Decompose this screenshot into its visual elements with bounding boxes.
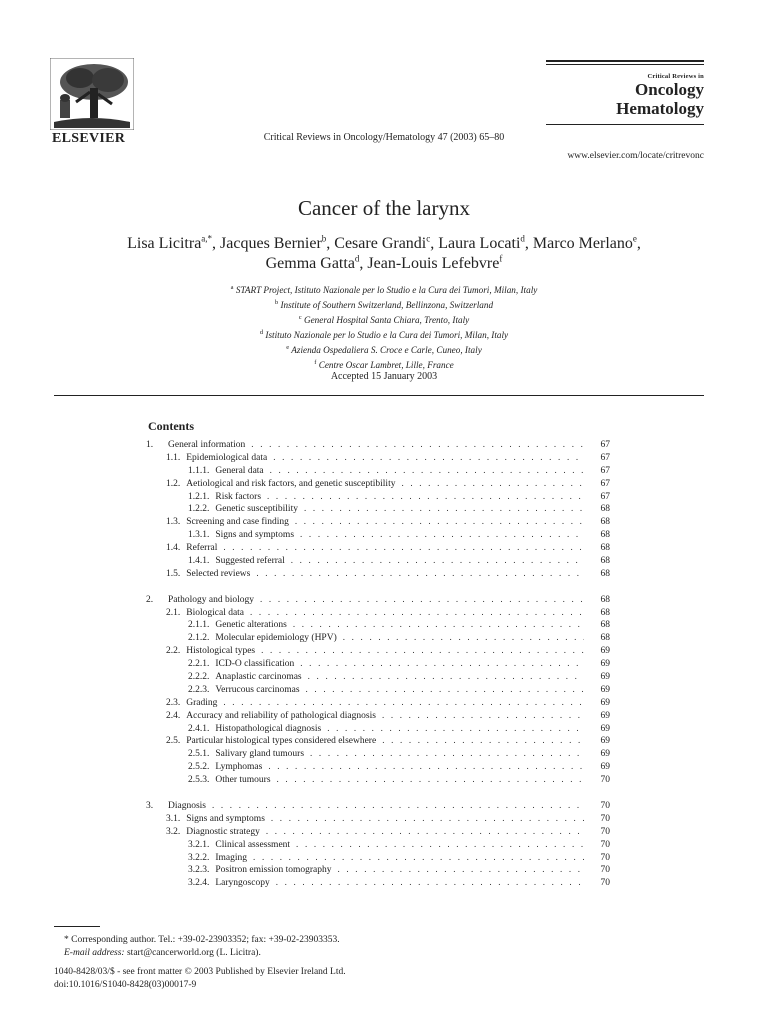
- toc-entry[interactable]: [146, 760, 610, 773]
- affiliation-marker: a: [230, 284, 234, 291]
- toc-leader-dots: [260, 593, 584, 606]
- toc-entry-number: 2.2.1.: [188, 659, 210, 670]
- affiliation-item: [0, 327, 768, 342]
- toc-leader-dots: [401, 477, 584, 490]
- toc-leader-dots: [343, 631, 584, 644]
- toc-entry-title: Suggested referral: [215, 556, 285, 567]
- toc-entry-page: 69: [600, 723, 610, 734]
- toc-entry-title: Lymphomas: [215, 762, 263, 773]
- affiliation-marker: c: [298, 313, 302, 321]
- email-label: E-mail address:: [64, 948, 125, 958]
- toc-leader-dots: [300, 528, 584, 541]
- affiliation-text: Centre Oscar Lambret, Lille, France: [318, 359, 454, 370]
- toc-entry[interactable]: [146, 670, 610, 683]
- toc-entry[interactable]: [146, 773, 610, 786]
- toc-leader-dots: [276, 876, 584, 889]
- toc-entry-title: Imaging: [215, 852, 248, 863]
- author-list: [40, 234, 728, 274]
- toc-entry-number: 2.5.3.: [188, 775, 210, 786]
- toc-leader-dots: [304, 502, 584, 515]
- toc-entry-title: Particular histological types considered elsewhere: [186, 736, 377, 747]
- toc-entry-page: 67: [600, 465, 610, 476]
- toc-entry-number: 2.5.2.: [188, 762, 210, 773]
- toc-leader-dots: [267, 490, 584, 503]
- toc-entry[interactable]: [146, 825, 610, 838]
- contents-heading: Contents: [148, 419, 195, 433]
- toc-entry-number: 3.2.: [166, 826, 181, 837]
- toc-entry-title: Salivary gland tumours: [215, 749, 305, 760]
- toc-leader-dots: [306, 683, 584, 696]
- toc-leader-dots: [300, 657, 584, 670]
- toc-entry-number: 3.: [146, 800, 154, 811]
- toc-entry-title: Signs and symptoms: [215, 530, 295, 541]
- toc-leader-dots: [223, 541, 584, 554]
- publisher-name: ELSEVIER: [52, 131, 126, 146]
- toc-entry-number: 2.2.2.: [188, 672, 210, 683]
- toc-entry-number: 2.4.1.: [188, 723, 210, 734]
- toc-leader-dots: [253, 851, 584, 864]
- toc-leader-dots: [338, 863, 585, 876]
- toc-entry[interactable]: [146, 838, 610, 851]
- toc-entry[interactable]: [146, 709, 610, 722]
- toc-entry-number: 1.3.1.: [188, 530, 210, 541]
- toc-leader-dots: [251, 438, 584, 451]
- toc-entry-title: Aetiological and risk factors, and genetic susceptibility: [186, 478, 396, 489]
- toc-entry-title: Biological data: [186, 607, 245, 618]
- toc-section: [146, 593, 610, 786]
- toc-entry[interactable]: [146, 593, 610, 606]
- toc-entry[interactable]: [146, 618, 610, 631]
- toc-entry[interactable]: [146, 567, 610, 580]
- email-note: [54, 947, 340, 960]
- toc-entry-page: 69: [600, 710, 610, 721]
- toc-entry-title: Screening and case finding: [186, 517, 289, 528]
- toc-entry[interactable]: [146, 657, 610, 670]
- toc-section: [146, 438, 610, 580]
- affiliation-item: [0, 342, 768, 357]
- toc-entry[interactable]: [146, 747, 610, 760]
- toc-leader-dots: [268, 760, 584, 773]
- author-line-1: [40, 234, 728, 254]
- affiliation-marker: f: [314, 358, 317, 366]
- toc-leader-dots: [273, 451, 584, 464]
- toc-entry-page: 68: [600, 530, 610, 541]
- affiliation-text: General Hospital Santa Chiara, Trento, Italy: [303, 315, 470, 325]
- affiliation-item: [0, 297, 768, 312]
- toc-entry-title: Risk factors: [215, 491, 262, 502]
- toc-leader-dots: [266, 825, 584, 838]
- author-line-2: [40, 254, 728, 274]
- toc-entry-number: 1.: [146, 440, 154, 450]
- author-name: Laura Locati: [438, 235, 521, 252]
- toc-entry[interactable]: [146, 799, 610, 812]
- toc-entry-number: 1.2.1.: [188, 491, 210, 502]
- toc-entry[interactable]: [146, 696, 610, 709]
- toc-leader-dots: [256, 567, 584, 580]
- toc-entry-number: 1.4.1.: [188, 556, 210, 567]
- author-name: Gemma Gatta: [265, 255, 355, 272]
- toc-entry-title: Laryngoscopy: [215, 878, 270, 889]
- toc-entry-number: 1.2.2.: [188, 504, 210, 515]
- toc-entry-number: 2.5.: [166, 736, 181, 747]
- masthead-rule-thin: [546, 64, 704, 65]
- toc-entry-title: Positron emission tomography: [215, 865, 332, 876]
- toc-leader-dots: [295, 515, 584, 528]
- journal-name-oncology: Oncology: [635, 80, 704, 99]
- toc-leader-dots: [261, 644, 584, 657]
- toc-leader-dots: [296, 838, 584, 851]
- toc-leader-dots: [327, 722, 584, 735]
- accepted-date: Accepted 15 January 2003: [330, 371, 438, 382]
- toc-entry-title: General data: [215, 465, 264, 476]
- toc-entry-page: 69: [600, 672, 610, 683]
- toc-entry[interactable]: [146, 812, 610, 825]
- toc-entry-number: 1.1.: [166, 452, 181, 463]
- toc-entry-title: Signs and symptoms: [186, 813, 265, 824]
- toc-entry-number: 1.1.1.: [188, 465, 210, 476]
- journal-masthead: [546, 60, 704, 125]
- toc-entry[interactable]: [146, 554, 610, 567]
- toc-entry-number: 3.2.1.: [188, 839, 210, 850]
- author-affiliation-marker: d: [354, 253, 360, 264]
- toc-entry-page: 68: [600, 620, 610, 631]
- toc-entry[interactable]: [146, 541, 610, 554]
- toc-leader-dots: [271, 812, 584, 825]
- toc-entry[interactable]: [146, 631, 610, 644]
- toc-entry-page: 70: [600, 775, 610, 786]
- toc-entry[interactable]: [146, 606, 610, 619]
- toc-entry-number: 2.1.: [166, 607, 181, 618]
- affiliation-text: Istituto Nazionale per lo Studio e la Cura dei Tumori, Milan, Italy: [265, 329, 509, 340]
- toc-entry-page: 69: [600, 684, 610, 695]
- toc-entry-title: Histological types: [186, 646, 256, 657]
- toc-entry-page: 68: [600, 517, 610, 528]
- doi-line: doi:10.1016/S1040-8428(03)00017-9: [54, 980, 197, 990]
- toc-entry-title: Clinical assessment: [215, 839, 291, 850]
- toc-entry[interactable]: [146, 863, 610, 876]
- affiliation-list: [0, 282, 768, 372]
- toc-leader-dots: [212, 799, 584, 812]
- journal-url[interactable]: www.elsevier.com/locate/critrevonc: [567, 151, 704, 161]
- toc-entry-number: 1.4.: [166, 543, 181, 554]
- author-separator: ,: [212, 235, 221, 252]
- toc-entry-title: Other tumours: [215, 775, 271, 786]
- toc-entry-title: General information: [168, 440, 246, 450]
- toc-entry[interactable]: [146, 438, 610, 451]
- toc-entry[interactable]: [146, 502, 610, 515]
- toc-entry-title: Genetic susceptibility: [215, 504, 298, 515]
- elsevier-tree-icon: [50, 58, 134, 130]
- toc-entry-title: Diagnostic strategy: [186, 826, 260, 837]
- toc-entry[interactable]: [146, 464, 610, 477]
- affiliation-item: [0, 357, 768, 372]
- author-affiliation-marker: d: [520, 233, 525, 244]
- toc-entry-page: 69: [600, 659, 610, 670]
- toc-leader-dots: [277, 773, 584, 786]
- toc-entry[interactable]: [146, 722, 610, 735]
- affiliation-text: Institute of Southern Switzerland, Bellinzona, Switzerland: [280, 300, 494, 311]
- toc-entry-title: Selected reviews: [186, 568, 251, 579]
- toc-leader-dots: [291, 554, 584, 567]
- affiliation-item: [0, 282, 768, 297]
- toc-entry[interactable]: [146, 528, 610, 541]
- toc-entry[interactable]: [146, 477, 610, 490]
- toc-entry-number: 1.2.: [166, 478, 181, 489]
- toc-entry-number: 2.4.: [166, 710, 181, 721]
- toc-entry-title: Accuracy and reliability of pathological diagnosis: [186, 710, 376, 721]
- toc-leader-dots: [308, 670, 584, 683]
- toc-entry-title: Histopathological diagnosis: [215, 723, 322, 734]
- toc-entry-page: 67: [600, 491, 610, 502]
- copyright-block: [54, 966, 346, 992]
- author-affiliation-marker: c: [426, 233, 431, 244]
- email-value: start@cancerworld.org (L. Licitra).: [124, 948, 261, 958]
- toc-leader-dots: [382, 734, 584, 747]
- toc-entry-number: 2.: [146, 594, 154, 605]
- toc-entry[interactable]: [146, 644, 610, 657]
- toc-leader-dots: [293, 618, 584, 631]
- toc-entry-page: 70: [600, 826, 610, 837]
- toc-leader-dots: [250, 606, 584, 619]
- journal-citation: Critical Reviews in Oncology/Hematology 47 (2003) 65–80: [263, 132, 505, 143]
- toc-entry-page: 69: [600, 762, 610, 773]
- toc-entry[interactable]: [146, 490, 610, 503]
- toc-entry-page: 68: [600, 543, 610, 554]
- toc-entry-page: 70: [600, 865, 610, 876]
- author-name: Marco Merlano: [532, 235, 633, 252]
- toc-entry-page: 70: [600, 839, 610, 850]
- toc-entry-page: 70: [600, 813, 610, 824]
- toc-entry-page: 69: [600, 646, 610, 657]
- toc-entry-title: Pathology and biology: [168, 594, 255, 605]
- toc-entry[interactable]: [146, 451, 610, 464]
- toc-entry-page: 70: [600, 800, 610, 811]
- toc-entry-title: ICD-O classification: [215, 659, 295, 670]
- toc-entry-title: Verrucous carcinomas: [215, 684, 300, 695]
- journal-name-hematology: Hematology: [616, 99, 704, 118]
- author-name: Lisa Licitra: [127, 235, 202, 252]
- author-separator: ,: [326, 235, 335, 252]
- toc-entry-number: 3.2.4.: [188, 878, 210, 889]
- author-affiliation-marker: a,*: [201, 233, 213, 244]
- article-title: Cancer of the larynx: [297, 196, 470, 220]
- toc-entry-number: 2.5.1.: [188, 749, 210, 760]
- author-name: Jean-Louis Lefebvre: [367, 255, 500, 272]
- author-separator: ,: [359, 255, 368, 272]
- toc-entry-page: 67: [600, 440, 610, 450]
- copyright-line: 1040-8428/03/$ - see front matter © 2003 Published by Elsevier Ireland Ltd.: [54, 967, 346, 977]
- toc-entry-page: 68: [600, 607, 610, 618]
- toc-entry-page: 70: [600, 878, 610, 889]
- toc-entry[interactable]: [146, 734, 610, 747]
- corresponding-author-note: * Corresponding author. Tel.: +39-02-23903352; fax: +39-02-23903353.: [64, 935, 340, 945]
- footnote-divider: [54, 926, 100, 927]
- toc-entry-page: 68: [600, 504, 610, 515]
- masthead-rule-top: [546, 60, 704, 62]
- toc-entry[interactable]: [146, 851, 610, 864]
- toc-entry-page: 68: [600, 633, 610, 644]
- toc-entry-title: Epidemiological data: [186, 452, 268, 463]
- toc-entry-number: 3.1.: [166, 813, 181, 824]
- affiliation-marker: d: [259, 328, 264, 336]
- toc-entry-number: 1.5.: [166, 568, 181, 579]
- toc-entry-title: Referral: [186, 543, 218, 554]
- toc-leader-dots: [223, 696, 584, 709]
- toc-entry-number: 2.1.1.: [188, 620, 210, 631]
- toc-entry-number: 3.2.3.: [188, 865, 210, 876]
- toc-entry-page: 69: [600, 736, 610, 747]
- author-affiliation-marker: e: [632, 233, 637, 244]
- toc-leader-dots: [270, 464, 584, 477]
- toc-entry-page: 68: [600, 568, 610, 579]
- table-of-contents: [146, 438, 610, 902]
- affiliation-text: START Project, Istituto Nazionale per lo Studio e la Cura dei Tumori, Milan, Italy: [235, 285, 538, 296]
- toc-entry-number: 1.3.: [166, 517, 181, 528]
- toc-entry[interactable]: [146, 683, 610, 696]
- author-name: Cesare Grandi: [334, 235, 427, 252]
- toc-entry-page: 68: [600, 594, 610, 605]
- toc-entry-page: 70: [600, 852, 610, 863]
- toc-entry-number: 2.1.2.: [188, 633, 210, 644]
- author-separator: ,: [636, 235, 641, 252]
- toc-leader-dots: [382, 709, 584, 722]
- toc-entry-number: 2.2.3.: [188, 684, 210, 695]
- author-affiliation-marker: f: [499, 253, 503, 264]
- toc-entry-number: 2.3.: [166, 697, 181, 708]
- toc-entry-number: 3.2.2.: [188, 852, 210, 863]
- toc-entry[interactable]: [146, 876, 610, 889]
- toc-section: [146, 799, 610, 889]
- toc-entry-page: 69: [600, 749, 610, 760]
- toc-entry-number: 2.2.: [166, 646, 181, 657]
- author-separator: ,: [524, 235, 533, 252]
- toc-entry-page: 68: [600, 556, 610, 567]
- journal-kicker: Critical Reviews in: [647, 73, 704, 80]
- affiliation-marker: e: [286, 343, 290, 351]
- toc-entry-title: Genetic alterations: [215, 620, 287, 631]
- header-divider: [54, 395, 704, 396]
- toc-entry[interactable]: [146, 515, 610, 528]
- footnote: [54, 934, 340, 960]
- toc-entry-title: Diagnosis: [168, 800, 206, 811]
- toc-entry-title: Grading: [186, 697, 218, 708]
- toc-entry-title: Molecular epidemiology (HPV): [215, 633, 337, 644]
- toc-entry-page: 69: [600, 697, 610, 708]
- author-name: Jacques Bernier: [220, 235, 322, 252]
- toc-entry-title: Anaplastic carcinomas: [215, 672, 302, 683]
- author-affiliation-marker: b: [321, 233, 327, 244]
- toc-entry-page: 67: [600, 478, 610, 489]
- affiliation-marker: b: [274, 298, 279, 306]
- toc-entry-page: 67: [600, 452, 610, 463]
- masthead-rule-bottom: [546, 124, 704, 125]
- author-separator: ,: [430, 235, 439, 252]
- toc-leader-dots: [310, 747, 584, 760]
- affiliation-text: Azienda Ospedaliera S. Croce e Carle, Cuneo, Italy: [291, 344, 482, 355]
- affiliation-item: [0, 312, 768, 327]
